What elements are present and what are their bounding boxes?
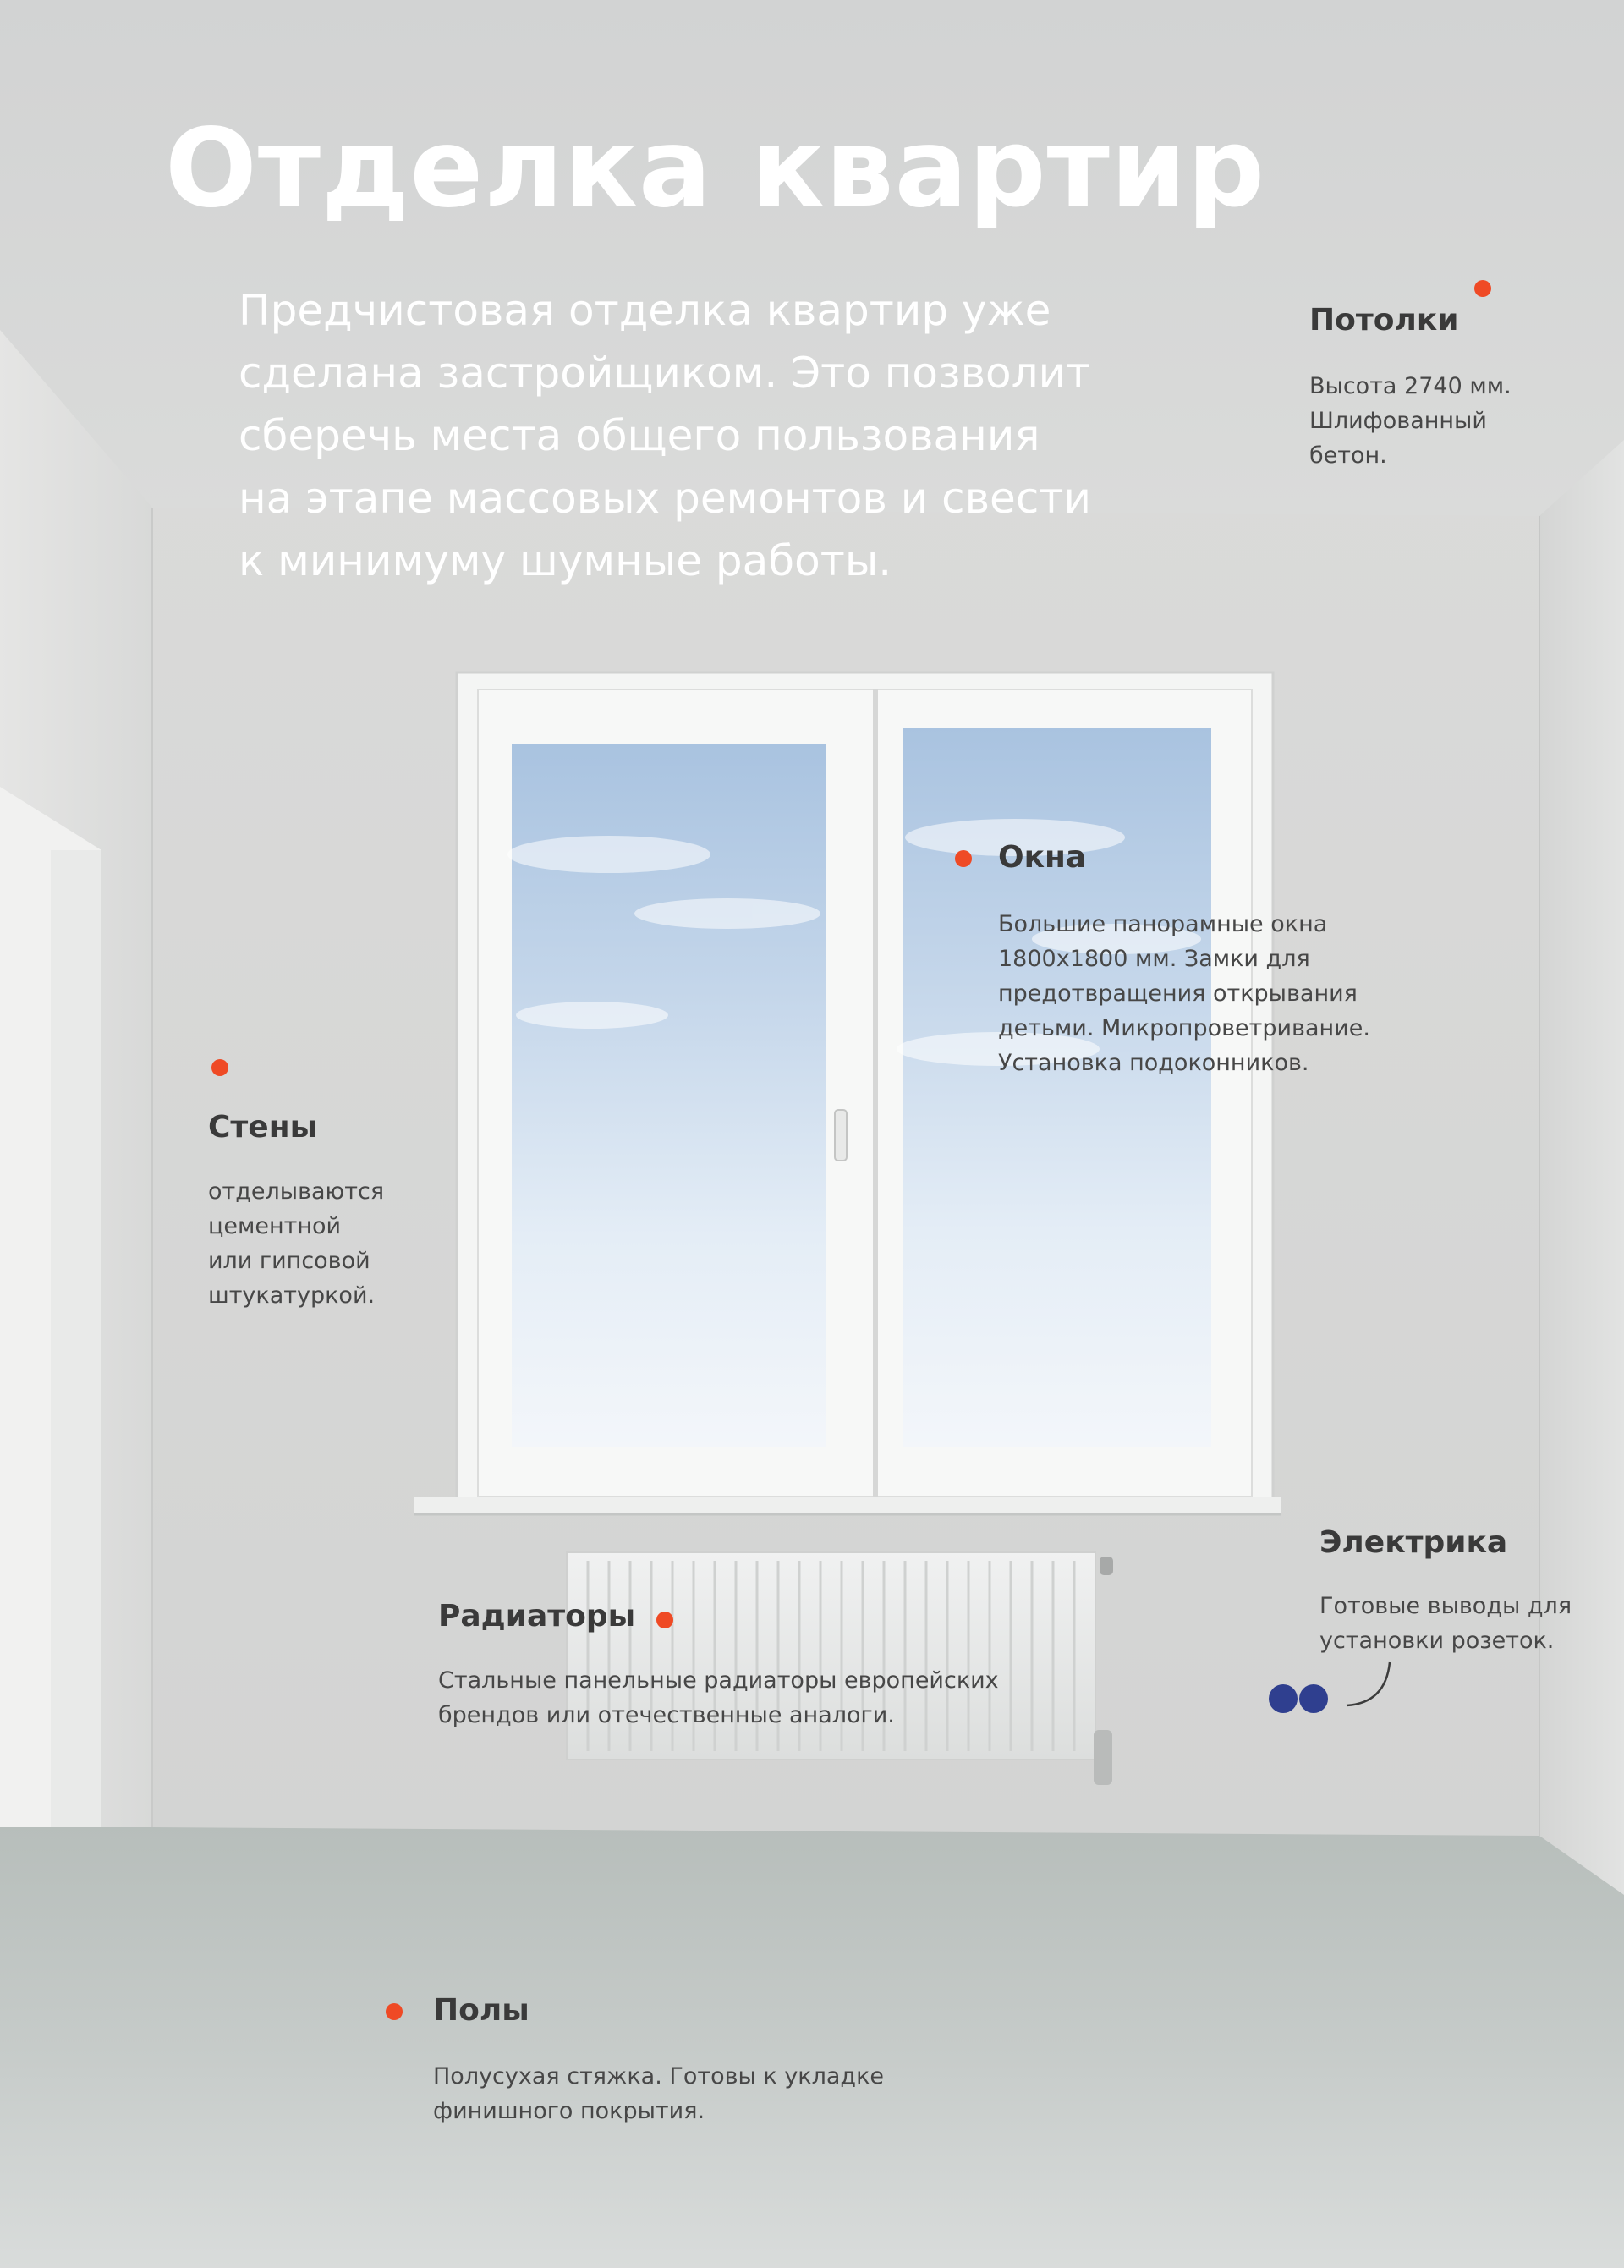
- intro-paragraph: Предчистовая отделка квартир уже сделана застройщиком. Это позволит сберечь места общего пользования на этапе массовых ремонтов и свести к минимуму шумные работы.: [239, 286, 1091, 585]
- ceilings-description: Высота 2740 мм. Шлифованный бетон.: [1309, 373, 1512, 469]
- page-title: Отделка квартир: [165, 106, 1266, 232]
- floors-marker-dot: [386, 2003, 403, 2020]
- ceilings-label: Потолки: [1309, 303, 1459, 338]
- electrics-description: Готовые выводы для установки розеток.: [1320, 1593, 1572, 1654]
- ceilings-marker-dot: [1474, 280, 1491, 297]
- windows-marker-dot: [955, 850, 972, 867]
- floors-label: Полы: [433, 1993, 529, 2028]
- windows-label: Окна: [998, 840, 1087, 875]
- windows-description: Большие панорамные окна 1800х1800 мм. Замки для предотвращения открывания детьми. Микропроветривание. Установка подоконников.: [998, 911, 1370, 1076]
- radiators-description: Стальные панельные радиаторы европейских брендов или отечественные аналоги.: [438, 1667, 999, 1728]
- walls-description: отделываются цементной или гипсовой штукатуркой.: [208, 1178, 385, 1309]
- electrics-label: Электрика: [1320, 1525, 1508, 1560]
- walls-label: Стены: [208, 1110, 318, 1145]
- floors-description: Полусухая стяжка. Готовы к укладке финишного покрытия.: [433, 2063, 884, 2124]
- radiators-label: Радиаторы: [438, 1599, 636, 1634]
- radiators-marker-dot: [656, 1612, 673, 1628]
- walls-marker-dot: [211, 1059, 228, 1076]
